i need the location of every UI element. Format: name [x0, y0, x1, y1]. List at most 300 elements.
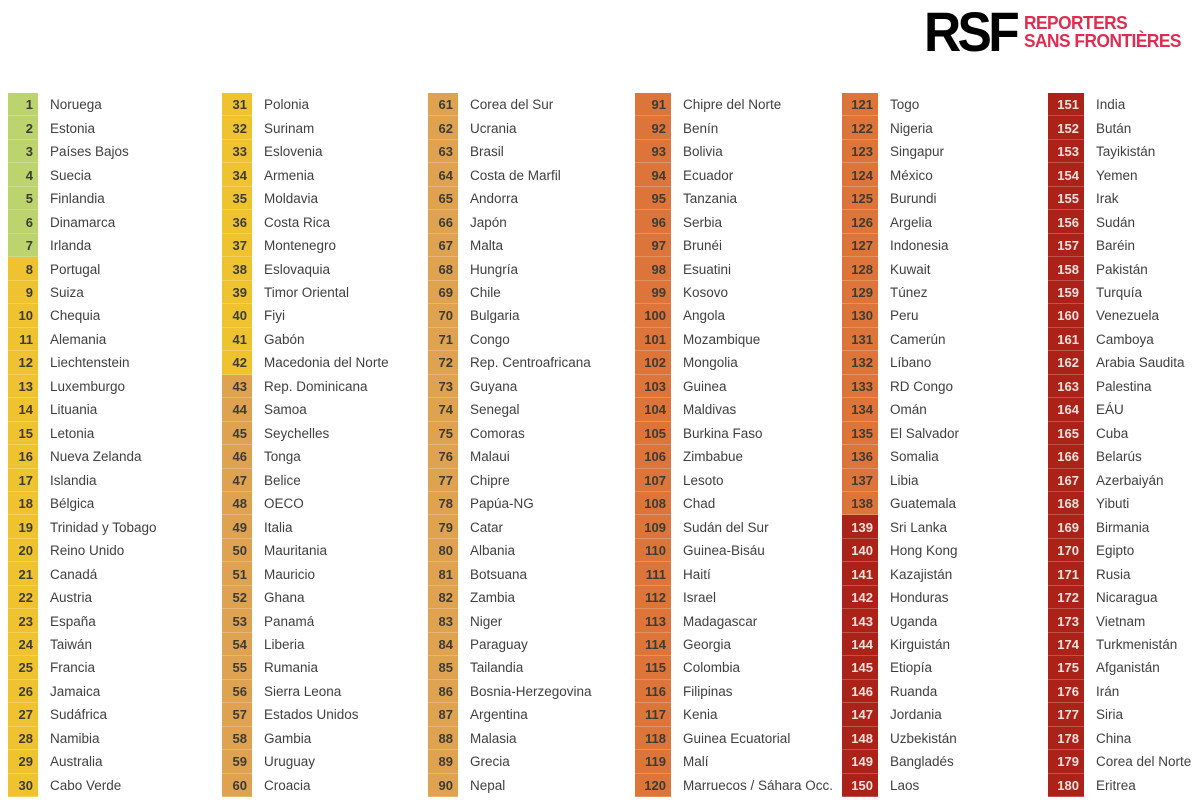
ranking-column-6: [1048, 93, 1198, 797]
rank-badge: 168: [1048, 492, 1084, 515]
ranking-row: [222, 257, 420, 280]
country-name: EÁU: [1096, 402, 1124, 418]
country-name: Kuwait: [890, 261, 931, 277]
country-name: Francia: [50, 660, 96, 676]
ranking-row: [1048, 375, 1198, 398]
country-name: Reino Unido: [50, 543, 125, 559]
country-name: Liechtenstein: [50, 355, 130, 371]
rank-badge: 43: [222, 375, 252, 398]
country-name: Ecuador: [683, 167, 734, 183]
ranking-row: [428, 210, 628, 233]
country-name: Chipre del Norte: [683, 97, 782, 113]
rank-badge: 60: [222, 774, 252, 797]
rank-badge: 4: [8, 163, 38, 186]
country-name: Irán: [1096, 683, 1120, 699]
ranking-row: [1048, 116, 1198, 139]
ranking-row: [222, 351, 420, 374]
ranking-row: [842, 163, 1040, 186]
country-name: Chequia: [50, 308, 101, 324]
country-name: Chad: [683, 496, 716, 512]
ranking-column-3: [428, 93, 628, 797]
ranking-row: [842, 234, 1040, 257]
ranking-row: [8, 703, 214, 726]
country-name: China: [1096, 730, 1132, 746]
country-name: Singapur: [890, 144, 945, 160]
country-name: Montenegro: [264, 238, 337, 254]
rank-badge: 179: [1048, 750, 1084, 773]
ranking-row: [222, 328, 420, 351]
ranking-row: [8, 351, 214, 374]
country-name: Georgia: [683, 637, 732, 653]
rank-badge: 80: [428, 539, 458, 562]
rank-badge: 105: [635, 422, 671, 445]
ranking-row: [842, 515, 1040, 538]
country-name: Nueva Zelanda: [50, 449, 142, 465]
ranking-row: [1048, 398, 1198, 421]
rank-badge: 86: [428, 680, 458, 703]
ranking-row: [8, 609, 214, 632]
rank-badge: 41: [222, 328, 252, 351]
country-name: Irlanda: [50, 238, 92, 254]
rank-badge: 12: [8, 351, 38, 374]
ranking-row: [8, 445, 214, 468]
country-name: Mozambique: [683, 331, 761, 347]
country-name: España: [50, 613, 96, 629]
country-name: Bulgaria: [470, 308, 520, 324]
rank-badge: 31: [222, 93, 252, 116]
country-name: Palestina: [1096, 378, 1152, 394]
country-name: Armenia: [264, 167, 315, 183]
ranking-row: [635, 469, 835, 492]
rank-badge: 29: [8, 750, 38, 773]
rank-badge: 46: [222, 445, 252, 468]
country-name: Indonesia: [890, 238, 949, 254]
ranking-row: [428, 609, 628, 632]
country-name: Uganda: [890, 613, 938, 629]
ranking-row: [8, 774, 214, 797]
ranking-row: [1048, 281, 1198, 304]
ranking-row: [222, 187, 420, 210]
rank-badge: 97: [635, 234, 671, 257]
rank-badge: 149: [842, 750, 878, 773]
country-name: Turquía: [1096, 284, 1143, 300]
country-name: Sudáfrica: [50, 707, 108, 723]
rank-badge: 154: [1048, 163, 1084, 186]
ranking-row: [428, 163, 628, 186]
rank-badge: 52: [222, 586, 252, 609]
country-name: Mauritania: [264, 543, 328, 559]
ranking-row: [635, 93, 835, 116]
country-name: Bolivia: [683, 144, 723, 160]
rank-badge: 56: [222, 680, 252, 703]
rsf-logo-acronym: RSF: [924, 0, 1017, 63]
country-name: Kazajistán: [890, 566, 953, 582]
ranking-row: [222, 469, 420, 492]
ranking-row: [8, 422, 214, 445]
country-name: Colombia: [683, 660, 741, 676]
rank-badge: 173: [1048, 609, 1084, 632]
rank-badge: 164: [1048, 398, 1084, 421]
country-name: Argentina: [470, 707, 528, 723]
ranking-row: [635, 656, 835, 679]
country-name: Jordania: [890, 707, 942, 723]
rank-badge: 21: [8, 562, 38, 585]
country-name: Chile: [470, 284, 501, 300]
rank-badge: 103: [635, 375, 671, 398]
ranking-row: [1048, 562, 1198, 585]
rank-badge: 143: [842, 609, 878, 632]
country-name: Benín: [683, 120, 719, 136]
country-name: Botsuana: [470, 566, 528, 582]
ranking-row: [842, 492, 1040, 515]
rank-badge: 83: [428, 609, 458, 632]
rank-badge: 82: [428, 586, 458, 609]
rank-badge: 116: [635, 680, 671, 703]
ranking-row: [635, 680, 835, 703]
country-name: Estonia: [50, 120, 96, 136]
rank-badge: 138: [842, 492, 878, 515]
country-name: Burundi: [890, 191, 937, 207]
ranking-row: [8, 398, 214, 421]
ranking-row: [842, 586, 1040, 609]
ranking-row: [428, 304, 628, 327]
rank-badge: 19: [8, 515, 38, 538]
rank-badge: 129: [842, 281, 878, 304]
ranking-row: [1048, 586, 1198, 609]
country-name: Mongolia: [683, 355, 738, 371]
country-name: Eslovaquia: [264, 261, 331, 277]
ranking-row: [1048, 774, 1198, 797]
rank-badge: 65: [428, 187, 458, 210]
ranking-row: [1048, 515, 1198, 538]
country-name: Islandia: [50, 472, 97, 488]
rank-badge: 115: [635, 656, 671, 679]
rank-badge: 26: [8, 680, 38, 703]
rank-badge: 144: [842, 633, 878, 656]
country-name: Estados Unidos: [264, 707, 359, 723]
ranking-row: [8, 234, 214, 257]
country-name: Gambia: [264, 730, 312, 746]
ranking-row: [428, 140, 628, 163]
country-name: Bangladés: [890, 754, 954, 770]
rank-badge: 78: [428, 492, 458, 515]
rank-badge: 172: [1048, 586, 1084, 609]
rank-badge: 49: [222, 515, 252, 538]
rank-badge: 106: [635, 445, 671, 468]
rank-badge: 7: [8, 234, 38, 257]
rank-badge: 39: [222, 281, 252, 304]
rank-badge: 135: [842, 422, 878, 445]
country-name: Guyana: [470, 378, 518, 394]
country-name: Portugal: [50, 261, 101, 277]
country-name: Malta: [470, 238, 504, 254]
ranking-row: [8, 93, 214, 116]
ranking-row: [8, 469, 214, 492]
ranking-row: [428, 727, 628, 750]
ranking-row: [428, 703, 628, 726]
ranking-row: [8, 187, 214, 210]
country-name: Rusia: [1096, 566, 1131, 582]
country-name: Tonga: [264, 449, 301, 465]
rank-badge: 170: [1048, 539, 1084, 562]
country-name: Guinea-Bisáu: [683, 543, 765, 559]
rank-badge: 70: [428, 304, 458, 327]
ranking-row: [635, 703, 835, 726]
ranking-row: [842, 609, 1040, 632]
country-name: Suecia: [50, 167, 92, 183]
ranking-row: [222, 304, 420, 327]
rank-badge: 148: [842, 727, 878, 750]
ranking-row: [635, 234, 835, 257]
country-name: Sudán del Sur: [683, 519, 769, 535]
country-name: Turkmenistán: [1096, 637, 1178, 653]
ranking-row: [222, 375, 420, 398]
rank-badge: 124: [842, 163, 878, 186]
ranking-row: [635, 163, 835, 186]
rank-badge: 2: [8, 116, 38, 139]
country-name: Sri Lanka: [890, 519, 948, 535]
rsf-logo-wordmark: [1024, 14, 1181, 51]
rank-badge: 59: [222, 750, 252, 773]
ranking-column-4: [635, 93, 835, 797]
rank-badge: 42: [222, 351, 252, 374]
rank-badge: 121: [842, 93, 878, 116]
country-name: Pakistán: [1096, 261, 1148, 277]
country-name: Suiza: [50, 284, 84, 300]
country-name: Omán: [890, 402, 927, 418]
country-name: Samoa: [264, 402, 307, 418]
country-name: Irak: [1096, 191, 1119, 207]
rank-badge: 99: [635, 281, 671, 304]
country-name: Senegal: [470, 402, 520, 418]
rank-badge: 93: [635, 140, 671, 163]
country-name: Tanzania: [683, 191, 738, 207]
ranking-row: [428, 93, 628, 116]
rank-badge: 33: [222, 140, 252, 163]
ranking-row: [635, 750, 835, 773]
country-name: Vietnam: [1096, 613, 1146, 629]
ranking-row: [8, 562, 214, 585]
country-name: Haití: [683, 566, 711, 582]
rank-badge: 136: [842, 445, 878, 468]
ranking-row: [635, 727, 835, 750]
country-name: El Salvador: [890, 425, 960, 441]
rsf-logo-line2: SANS FRONTIÈRES: [1024, 31, 1182, 51]
ranking-row: [222, 93, 420, 116]
rank-badge: 175: [1048, 656, 1084, 679]
country-name: México: [890, 167, 933, 183]
ranking-row: [222, 633, 420, 656]
ranking-row: [842, 375, 1040, 398]
rank-badge: 75: [428, 422, 458, 445]
country-name: Países Bajos: [50, 144, 129, 160]
rank-badge: 55: [222, 656, 252, 679]
rank-badge: 20: [8, 539, 38, 562]
ranking-row: [635, 140, 835, 163]
country-name: Croacia: [264, 777, 311, 793]
country-name: Zimbabue: [683, 449, 744, 465]
country-name: India: [1096, 97, 1126, 113]
rank-badge: 92: [635, 116, 671, 139]
rank-badge: 58: [222, 727, 252, 750]
rank-badge: 38: [222, 257, 252, 280]
country-name: Líbano: [890, 355, 932, 371]
ranking-row: [842, 422, 1040, 445]
country-name: Siria: [1096, 707, 1124, 723]
country-name: Azerbaiyán: [1096, 472, 1164, 488]
ranking-row: [842, 351, 1040, 374]
rank-badge: 150: [842, 774, 878, 797]
ranking-row: [842, 210, 1040, 233]
country-name: Belice: [264, 472, 301, 488]
country-name: Zambia: [470, 590, 516, 606]
rank-badge: 174: [1048, 633, 1084, 656]
ranking-row: [428, 492, 628, 515]
rank-badge: 166: [1048, 445, 1084, 468]
country-name: Baréin: [1096, 238, 1136, 254]
ranking-row: [842, 140, 1040, 163]
ranking-row: [428, 445, 628, 468]
ranking-row: [8, 163, 214, 186]
country-name: Gabón: [264, 331, 305, 347]
country-name: Kosovo: [683, 284, 729, 300]
ranking-row: [635, 281, 835, 304]
country-name: Egipto: [1096, 543, 1135, 559]
ranking-row: [842, 469, 1040, 492]
rank-badge: 127: [842, 234, 878, 257]
ranking-row: [222, 656, 420, 679]
country-name: Malaui: [470, 449, 510, 465]
ranking-row: [222, 116, 420, 139]
ranking-row: [1048, 163, 1198, 186]
rank-badge: 79: [428, 515, 458, 538]
country-name: Hungría: [470, 261, 519, 277]
rank-badge: 176: [1048, 680, 1084, 703]
ranking-row: [1048, 469, 1198, 492]
country-name: Canadá: [50, 566, 98, 582]
country-name: Uzbekistán: [890, 730, 957, 746]
ranking-row: [1048, 93, 1198, 116]
ranking-row: [428, 469, 628, 492]
country-name: Eritrea: [1096, 777, 1136, 793]
rank-badge: 167: [1048, 469, 1084, 492]
ranking-row: [842, 257, 1040, 280]
ranking-row: [222, 492, 420, 515]
rank-badge: 117: [635, 703, 671, 726]
country-name: Kenia: [683, 707, 718, 723]
country-name: Rep. Dominicana: [264, 378, 368, 394]
country-name: Túnez: [890, 284, 928, 300]
ranking-row: [842, 398, 1040, 421]
ranking-row: [842, 328, 1040, 351]
ranking-row: [222, 398, 420, 421]
rank-badge: 63: [428, 140, 458, 163]
country-name: Moldavia: [264, 191, 319, 207]
rank-badge: 1: [8, 93, 38, 116]
ranking-row: [635, 422, 835, 445]
ranking-row: [635, 492, 835, 515]
ranking-row: [1048, 492, 1198, 515]
ranking-row: [8, 140, 214, 163]
rank-badge: 32: [222, 116, 252, 139]
rank-badge: 147: [842, 703, 878, 726]
rank-badge: 66: [428, 210, 458, 233]
ranking-row: [428, 774, 628, 797]
ranking-row: [428, 515, 628, 538]
ranking-row: [8, 586, 214, 609]
ranking-row: [842, 656, 1040, 679]
rank-badge: 23: [8, 609, 38, 632]
country-name: Bután: [1096, 120, 1132, 136]
country-name: Sierra Leona: [264, 683, 342, 699]
ranking-row: [635, 351, 835, 374]
ranking-row: [1048, 210, 1198, 233]
rank-badge: 11: [8, 328, 38, 351]
ranking-row: [428, 234, 628, 257]
ranking-row: [1048, 750, 1198, 773]
rank-badge: 157: [1048, 234, 1084, 257]
country-name: Marruecos / Sáhara Occ.: [683, 777, 834, 793]
ranking-row: [8, 515, 214, 538]
rank-badge: 156: [1048, 210, 1084, 233]
country-name: Yibuti: [1096, 496, 1130, 512]
rank-badge: 107: [635, 469, 671, 492]
country-name: Surinam: [264, 120, 315, 136]
ranking-row: [842, 304, 1040, 327]
ranking-row: [222, 515, 420, 538]
country-name: Bélgica: [50, 496, 95, 512]
rank-badge: 153: [1048, 140, 1084, 163]
country-name: Serbia: [683, 214, 723, 230]
country-name: Belarús: [1096, 449, 1142, 465]
country-name: Grecia: [470, 754, 510, 770]
country-name: Liberia: [264, 637, 305, 653]
ranking-row: [1048, 328, 1198, 351]
country-name: Esuatini: [683, 261, 732, 277]
ranking-column-2: [222, 93, 420, 797]
rank-badge: 94: [635, 163, 671, 186]
ranking-row: [428, 398, 628, 421]
country-name: Australia: [50, 754, 103, 770]
ranking-row: [222, 539, 420, 562]
rank-badge: 165: [1048, 422, 1084, 445]
country-name: Rep. Centroafricana: [470, 355, 591, 371]
country-name: Italia: [264, 519, 293, 535]
country-name: Bosnia-Herzegovina: [470, 683, 592, 699]
country-name: Birmania: [1096, 519, 1150, 535]
country-name: Togo: [890, 97, 920, 113]
country-name: Costa de Marfil: [470, 167, 561, 183]
ranking-row: [8, 257, 214, 280]
ranking-row: [635, 187, 835, 210]
rsf-logo: [916, 0, 1188, 63]
country-name: Cabo Verde: [50, 777, 122, 793]
country-name: Nicaragua: [1096, 590, 1158, 606]
country-name: Sudán: [1096, 214, 1136, 230]
rank-badge: 62: [428, 116, 458, 139]
rank-badge: 100: [635, 304, 671, 327]
rank-badge: 122: [842, 116, 878, 139]
rank-badge: 45: [222, 422, 252, 445]
country-name: Catar: [470, 519, 504, 535]
rank-badge: 44: [222, 398, 252, 421]
ranking-row: [1048, 727, 1198, 750]
rank-badge: 163: [1048, 375, 1084, 398]
country-name: Filipinas: [683, 683, 733, 699]
country-name: Lituania: [50, 402, 98, 418]
rank-badge: 91: [635, 93, 671, 116]
rank-badge: 61: [428, 93, 458, 116]
